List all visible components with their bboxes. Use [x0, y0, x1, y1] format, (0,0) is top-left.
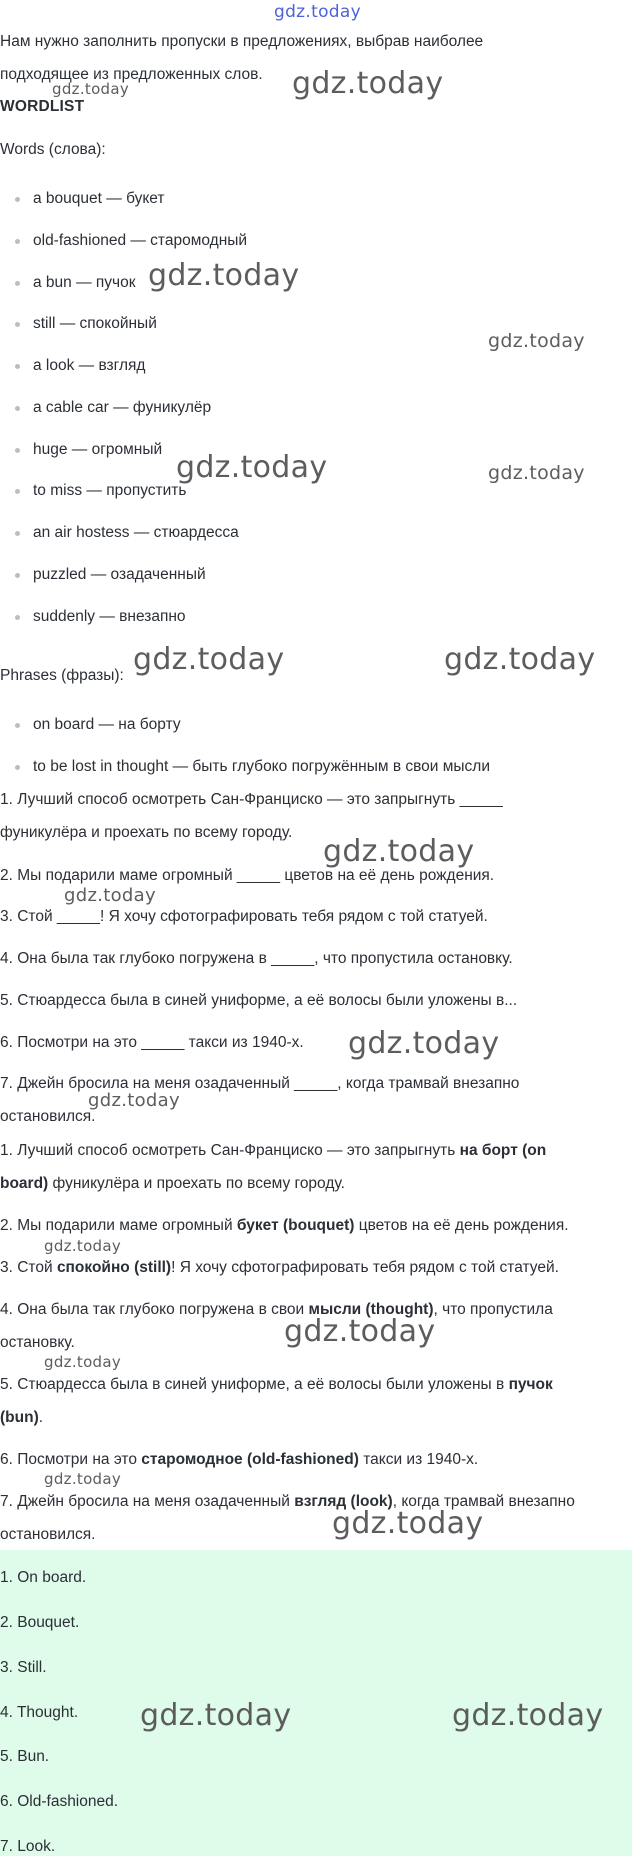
task-line: 6. Посмотри на это _____ такси из 1940-х.	[0, 1034, 304, 1051]
watermark: gdz.today	[452, 1698, 604, 1733]
watermark: gdz.today	[52, 80, 130, 98]
watermark: gdz.today	[176, 450, 328, 485]
watermark: gdz.today	[323, 834, 475, 869]
bullet-icon	[15, 489, 20, 494]
intro-line-1: Нам нужно заполнить пропуски в предложениях, выбрав наиболее	[0, 33, 484, 50]
bullet-icon	[15, 281, 20, 286]
watermark: gdz.today	[284, 1314, 436, 1349]
bullet-icon	[15, 364, 20, 369]
filled-sentence-5-cont: (bun).	[0, 1409, 44, 1426]
task-line: 2. Мы подарили маме огромный _____ цветов на её день рождения.	[0, 867, 495, 884]
watermark-top: gdz.today	[274, 2, 361, 22]
filled-sentence-7-cont: остановился.	[0, 1526, 96, 1543]
watermark: gdz.today	[148, 258, 300, 293]
bullet-icon	[15, 573, 20, 578]
watermark: gdz.today	[64, 885, 156, 906]
task-line: 4. Она была так глубоко погружена в _____, что пропустила остановку.	[0, 950, 513, 967]
bullet-icon	[15, 406, 20, 411]
watermark: gdz.today	[133, 642, 285, 677]
watermark: gdz.today	[348, 1026, 500, 1061]
bullet-icon	[15, 239, 20, 244]
bullet-icon	[15, 531, 20, 536]
bullet-icon	[15, 197, 20, 202]
bullet-icon	[15, 615, 20, 620]
watermark: gdz.today	[488, 330, 585, 352]
intro-line-2: подходящее из предложенных слов.	[0, 66, 263, 83]
answer-item: 1. On board.	[0, 1569, 87, 1586]
wordlist-heading: WORDLIST	[0, 98, 85, 115]
phrases-heading: Phrases (фразы):	[0, 667, 124, 684]
bullet-icon	[15, 765, 20, 770]
filled-sentence-1-cont: board) фуникулёра и проехать по всему городу.	[0, 1175, 345, 1192]
gdz-solution-page: gdz.today Нам нужно заполнить пропуски в предложениях, выбрав наиболее подходящее из предложенных слов. WORDLIST Words (слова): a bouquet — букет old-fashioned — старомодный a bun — пучок still — спокойный a look — взгляд a cable car — фуникулёр huge — огромный to miss — пропустить an air hostess — стюардесса puzzled — озадаченный suddenly — внезапно Phrases (фразы): on board — на борту to be lost in thought — быть глубоко погружённым в свои мысли 1. Лучший способ осмотреть Сан-Франциско — это запрыгнуть _____ фуникулёра и проехать по всему городу. 2. Мы подарили маме огромный _____ цветов на её день рождения. 3. Стой _____! Я хочу сфотографировать тебя рядом с той статуей. 4. Она была так глубоко погружена в _____, что пропустила остановку. 5. Стюардесса была в синей униформе, а её волосы были уложены в... 6. Посмотри на это _____ такси из 1940-х. 7. Джейн бросила на меня озадаченный _____, когда трамвай внезапно остановился. 1. Лучший способ осмотреть Сан-Франциско — это запрыгнуть на борт (on board) фуникулёра и проехать по всему городу. 2. Мы подарили маме огромный букет (bouquet) цветов на её день рождения. 3. Стой спокойно (still)! Я хочу сфотографировать тебя рядом с той статуей. 4. Она была так глубоко погружена в свои мысли (thought), что пропустила остановку. 5. Стюардесса была в синей униформе, а её волосы были уложены в пучок (bun). 6. Посмотри на это старомодное (old-fashioned) такси из 1940-х. 7. Джейн бросила на меня озадаченный взгляд (look), когда трамвай внезапно остановился. 1. On board. 2. Bouquet. 3. Still. 4. Thought. 5. Bun. 6. Old-fashioned. 7. Look. gdz.today gdz.today gdz.today gdz.today gdz.today gdz.today gdz.today gdz.today gdz.today gdz.today gdz.today gdz.today gdz.today gdz.today gdz.today gdz.today gdz.today gdz.today gdz.today	[0, 0, 632, 1856]
task-line: фуникулёра и проехать по всему городу.	[0, 824, 293, 841]
watermark: gdz.today	[488, 462, 585, 484]
answer-item: 6. Old-fashioned.	[0, 1793, 119, 1810]
answer-item: 2. Bouquet.	[0, 1614, 80, 1631]
answer-item: 3. Still.	[0, 1659, 47, 1676]
task-line: 1. Лучший способ осмотреть Сан-Франциско — это запрыгнуть _____	[0, 791, 503, 808]
filled-sentence-5: 5. Стюардесса была в синей униформе, а её волосы были уложены в пучок	[0, 1376, 553, 1393]
bullet-icon	[15, 448, 20, 453]
watermark: gdz.today	[44, 1353, 122, 1371]
watermark: gdz.today	[292, 66, 444, 101]
filled-sentence-4: 4. Она была так глубоко погружена в свои мысли (thought), что пропустила	[0, 1301, 553, 1318]
filled-sentence-4-cont: остановку.	[0, 1334, 75, 1351]
filled-sentence-3: 3. Стой спокойно (still)! Я хочу сфотографировать тебя рядом с той статуей.	[0, 1259, 559, 1276]
filled-sentence-1: 1. Лучший способ осмотреть Сан-Франциско — это запрыгнуть на борт (on	[0, 1142, 547, 1159]
watermark: gdz.today	[44, 1237, 122, 1255]
watermark: gdz.today	[140, 1698, 292, 1733]
answer-item: 5. Bun.	[0, 1748, 50, 1765]
watermark: gdz.today	[88, 1090, 180, 1111]
filled-sentence-7: 7. Джейн бросила на меня озадаченный взгляд (look), когда трамвай внезапно	[0, 1493, 575, 1510]
bullet-icon	[15, 723, 20, 728]
filled-sentence-6: 6. Посмотри на это старомодное (old-fashioned) такси из 1940-х.	[0, 1451, 479, 1468]
watermark: gdz.today	[332, 1506, 484, 1541]
watermark: gdz.today	[44, 1470, 122, 1488]
task-line: 3. Стой _____! Я хочу сфотографировать тебя рядом с той статуей.	[0, 908, 488, 925]
answer-item: 7. Look.	[0, 1838, 56, 1855]
task-line: 5. Стюардесса была в синей униформе, а её волосы были уложены в...	[0, 992, 518, 1009]
bullet-icon	[15, 322, 20, 327]
watermark: gdz.today	[444, 642, 596, 677]
filled-sentence-2: 2. Мы подарили маме огромный букет (bouquet) цветов на её день рождения.	[0, 1217, 569, 1234]
words-heading: Words (слова):	[0, 141, 106, 158]
answer-item: 4. Thought.	[0, 1704, 79, 1721]
task-line: остановился.	[0, 1108, 96, 1125]
task-line: 7. Джейн бросила на меня озадаченный _____, когда трамвай внезапно	[0, 1075, 520, 1092]
